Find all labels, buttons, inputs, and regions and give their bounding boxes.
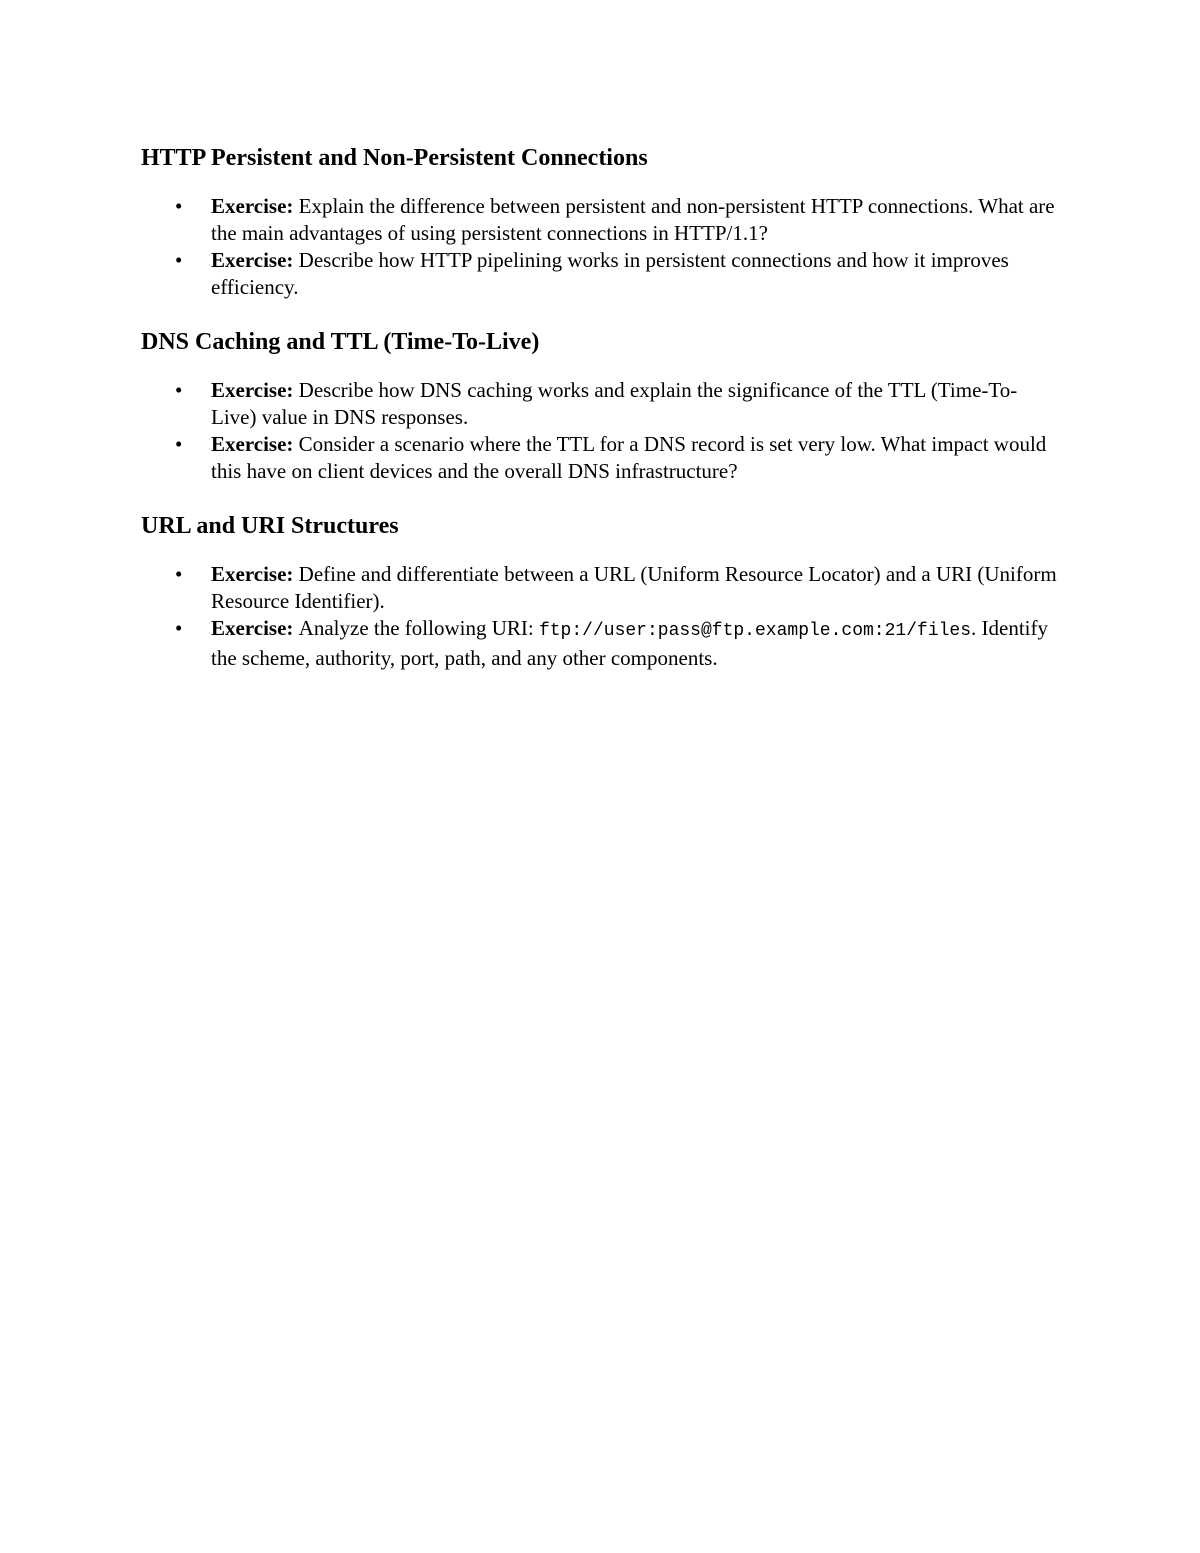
exercise-text: Consider a scenario where the TTL for a DNS record is set very low. What impact would this have on client devices and the overall DNS infrastructure? [211, 432, 1047, 483]
exercise-list [141, 561, 1061, 672]
list-item [141, 615, 1061, 672]
section-http-connections [141, 141, 1061, 301]
bullet-icon: • [175, 248, 183, 272]
document-body [141, 141, 1061, 696]
section-heading: URL and URI Structures [141, 513, 399, 539]
exercise-label: Exercise: [211, 378, 299, 402]
exercise-text: Define and differentiate between a URL (Uniform Resource Locator) and a URI (Uniform Resource Identifier). [211, 562, 1057, 613]
exercise-label: Exercise: [211, 432, 299, 456]
section-heading: DNS Caching and TTL (Time-To-Live) [141, 329, 540, 355]
bullet-icon: • [175, 562, 183, 586]
uri-code: ftp://user:pass@ftp.example.com:21/files [538, 621, 972, 641]
bullet-icon: • [175, 432, 183, 456]
section-dns-caching [141, 325, 1061, 485]
exercise-list [141, 377, 1061, 485]
exercise-label: Exercise: [211, 248, 299, 272]
list-item [141, 193, 1061, 247]
exercise-text-after: . Identify the scheme, authority, port, path, and any other components. [211, 616, 1049, 670]
section-heading: HTTP Persistent and Non-Persistent Connections [141, 145, 648, 171]
section-url-uri [141, 509, 1061, 672]
bullet-icon: • [175, 378, 183, 402]
exercise-text: Analyze the following URI: [298, 616, 539, 640]
list-item [141, 561, 1061, 615]
exercise-text: Explain the difference between persistent and non-persistent HTTP connections. What are the main advantages of using persistent connections in HTTP/1.1? [211, 194, 1055, 245]
bullet-icon: • [175, 194, 183, 218]
exercise-label: Exercise: [211, 616, 299, 640]
exercise-text: Describe how DNS caching works and explain the significance of the TTL (Time-To-Live) value in DNS responses. [211, 378, 1018, 429]
list-item [141, 377, 1061, 431]
exercise-list [141, 193, 1061, 301]
exercise-label: Exercise: [211, 194, 299, 218]
exercise-text: Describe how HTTP pipelining works in persistent connections and how it improves efficiency. [211, 248, 1009, 299]
list-item [141, 431, 1061, 485]
list-item [141, 247, 1061, 301]
bullet-icon: • [175, 616, 183, 640]
exercise-label: Exercise: [211, 562, 299, 586]
